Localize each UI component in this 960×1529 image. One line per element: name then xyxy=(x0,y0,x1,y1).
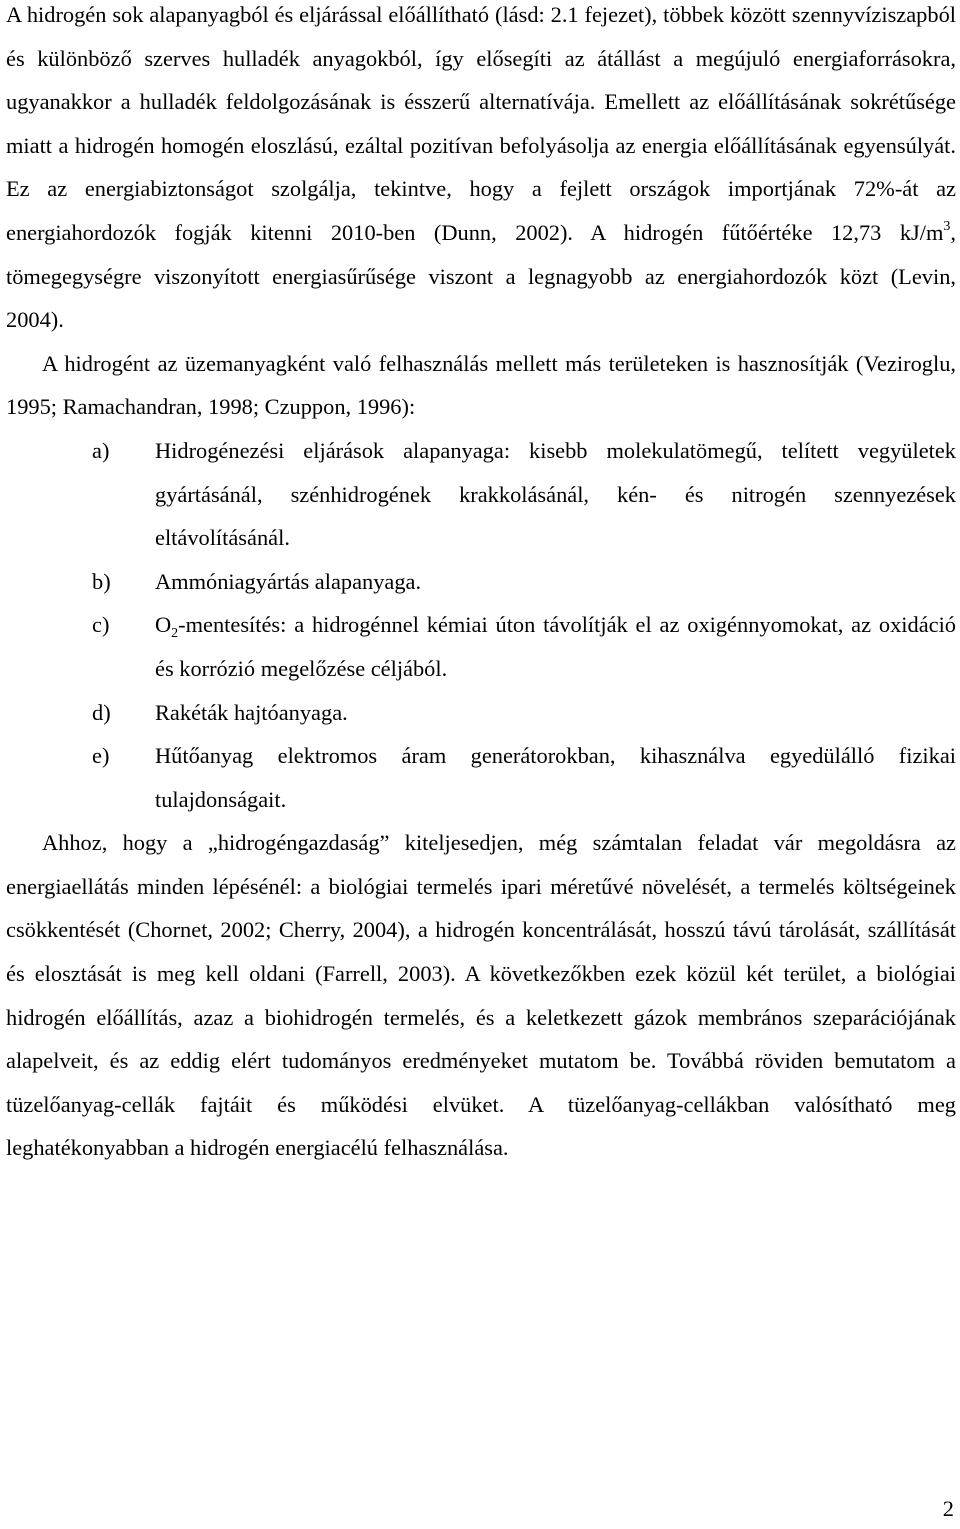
list-item-b xyxy=(6,560,956,604)
list-text: Hidrogénezési eljárások alapanyaga: kisebb molekulatömegű, telített vegyületek gyártásánál, szénhidrogének krakkolásánál, kén- és nitrogén szennyezések eltávolításánál. xyxy=(155,437,956,551)
paragraph-hydrogen-sources xyxy=(6,0,956,342)
list-item-c xyxy=(6,603,956,690)
superscript-cubed: 3 xyxy=(943,218,951,234)
list-label: e) xyxy=(92,743,110,769)
paragraph-text: A hidrogén sok alapanyagból és eljárással előállítható (lásd: 2.1 fejezet), többek között szennyvíziszapból és különböző szerves hulladék anyagokból, így elősegíti az átállást a megújuló energiaforrásokra, ugyanakkor a hulladék feldolgozásának is ésszerű alternatívája. Emellett az előállításának sokrétűsége miatt a hidrogén homogén eloszlású, ezáltal pozitívan befolyásolja az energia előállításának egyensúlyát. Ez az energiabiztonságot szolgálja, tekintve, hogy a fejlett országok importjának 72%-át az energiahordozók fogják kitenni 2010-ben (Dunn, 2002). A hidrogén fűtőértéke 12,73 kJ/m xyxy=(6,2,956,245)
paragraph-hydrogen-economy: Ahhoz, hogy a „hidrogéngazdaság” kiteljesedjen, még számtalan feladat vár megoldásra az energiaellátás minden lépésénél: a biológiai termelés ipari méretűvé növelését, a termelés költségeinek csökkentését (Chornet, 2002; Cherry, 2004), a hidrogén koncentrálását, hosszú távú tárolását, szállítását és elosztását is meg kell oldani (Farrell, 2003). A következőkben ezek közül két terület, a biológiai hidrogén előállítás, azaz a biohidrogén termelés, és a keletkezett gázok membrános szeparációjának alapelveit, és az eddig elért tudományos eredményeket mutatom be. Továbbá röviden bemutatom a tüzelőanyag-cellák fajtáit és működési elvüket. A tüzelőanyag-cellákban valósítható meg leghatékonyabban a hidrogén energiacélú felhasználása. xyxy=(6,830,956,1161)
uses-list xyxy=(6,429,956,821)
list-text: Ammóniagyártás alapanyaga. xyxy=(155,568,422,594)
list-label: c) xyxy=(92,612,110,638)
list-text xyxy=(155,603,956,690)
list-item-e xyxy=(6,734,956,821)
list-text-rest: -mentesítés: a hidrogénnel kémiai úton távolítják el az oxigénnyomokat, az oxidáció és korrózió megelőzése céljából. xyxy=(155,612,956,681)
list-item-d xyxy=(6,691,956,735)
oxygen-symbol: O xyxy=(155,612,172,638)
paragraph-hydrogen-uses: A hidrogént az üzemanyagként való felhasználás mellett más területeken is hasznosítják (Veziroglu, 1995; Ramachandran, 1998; Czuppon, 1996): xyxy=(6,350,956,420)
document-page xyxy=(6,0,956,1170)
list-text: Hűtőanyag elektromos áram generátorokban, kihasználva egyedülálló fizikai tulajdonságait. xyxy=(155,743,956,812)
list-label: d) xyxy=(92,699,111,725)
list-item-a xyxy=(6,429,956,560)
list-label: b) xyxy=(92,568,111,594)
page-number: 2 xyxy=(942,1496,954,1521)
list-text: Rakéták hajtóanyaga. xyxy=(155,699,348,725)
paragraph-text-end: , tömegegységre viszonyított energiasűrűsége viszont a legnagyobb az energiahordozók közt (Levin, 2004). xyxy=(6,219,956,333)
list-label: a) xyxy=(92,437,110,463)
subscript-two: 2 xyxy=(171,626,179,642)
